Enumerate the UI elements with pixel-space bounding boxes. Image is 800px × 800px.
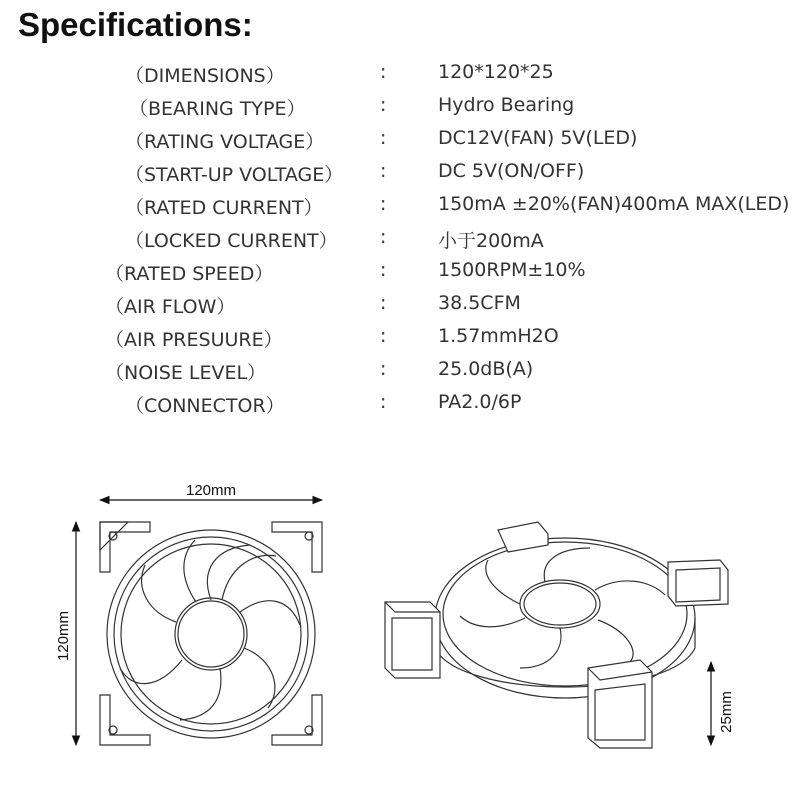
- spec-colon: :: [380, 160, 387, 182]
- spec-value: 1500RPM±10%: [438, 259, 586, 281]
- spec-value: 120*120*25: [438, 61, 554, 83]
- spec-label: （LOCKED CURRENT）: [125, 230, 338, 252]
- spec-colon: :: [380, 193, 387, 215]
- depth-dimension: [711, 662, 735, 745]
- spec-colon: :: [380, 292, 387, 314]
- spec-colon: :: [380, 127, 387, 149]
- fan-perspective-view: [385, 522, 728, 748]
- spec-label: （RATED SPEED）: [105, 263, 274, 285]
- spec-colon: :: [380, 226, 387, 248]
- spec-row-bearing-type: [0, 94, 800, 124]
- spec-colon: :: [380, 94, 387, 116]
- fan-dimension-diagram: [0, 470, 800, 800]
- width-dimension-label: 120mm: [185, 482, 237, 499]
- spec-label: （START-UP VOLTAGE）: [125, 164, 344, 186]
- spec-colon: :: [380, 391, 387, 413]
- height-dimension: [55, 522, 76, 745]
- spec-value: 25.0dB(A): [438, 358, 534, 380]
- spec-row-dimensions: [0, 61, 800, 91]
- spec-value: PA2.0/6P: [438, 391, 522, 413]
- spec-row-air-flow: [0, 292, 800, 322]
- spec-value: Hydro Bearing: [438, 94, 575, 116]
- spec-label: （CONNECTOR）: [125, 395, 285, 417]
- spec-row-rated-speed: [0, 259, 800, 289]
- spec-colon: :: [380, 325, 387, 347]
- spec-label: （RATED CURRENT）: [125, 197, 323, 219]
- spec-row-rated-current: [0, 193, 800, 223]
- spec-colon: :: [380, 61, 387, 83]
- spec-label: （DIMENSIONS）: [125, 65, 285, 87]
- spec-value: 小于200mA: [438, 230, 544, 252]
- spec-row-rating-voltage: [0, 127, 800, 157]
- width-dimension: [100, 482, 322, 500]
- spec-label: （NOISE LEVEL）: [105, 362, 267, 384]
- spec-value: 1.57mmH2O: [438, 325, 559, 347]
- fan-front-view: [100, 522, 322, 745]
- page-title: Specifications:: [18, 6, 253, 43]
- spec-row-air-pressure: [0, 325, 800, 355]
- spec-colon: :: [380, 259, 387, 281]
- spec-label: （AIR PRESUURE）: [105, 329, 283, 351]
- spec-value: 38.5CFM: [438, 292, 521, 314]
- spec-value: DC12V(FAN) 5V(LED): [438, 127, 638, 149]
- spec-row-locked-current: [0, 226, 800, 256]
- spec-row-connector: [0, 391, 800, 421]
- spec-value: DC 5V(ON/OFF): [438, 160, 585, 182]
- spec-label: （RATING VOLTAGE）: [125, 131, 325, 153]
- spec-label: （BEARING TYPE）: [129, 98, 306, 120]
- spec-value: 150mA ±20%(FAN)400mA MAX(LED): [438, 193, 790, 215]
- spec-row-start-up-voltage: [0, 160, 800, 190]
- spec-label: （AIR FLOW）: [105, 296, 236, 318]
- height-dimension-label: 120mm: [55, 610, 72, 662]
- spec-row-noise-level: [0, 358, 800, 388]
- spec-colon: :: [380, 358, 387, 380]
- depth-dimension-label: 25mm: [718, 691, 735, 733]
